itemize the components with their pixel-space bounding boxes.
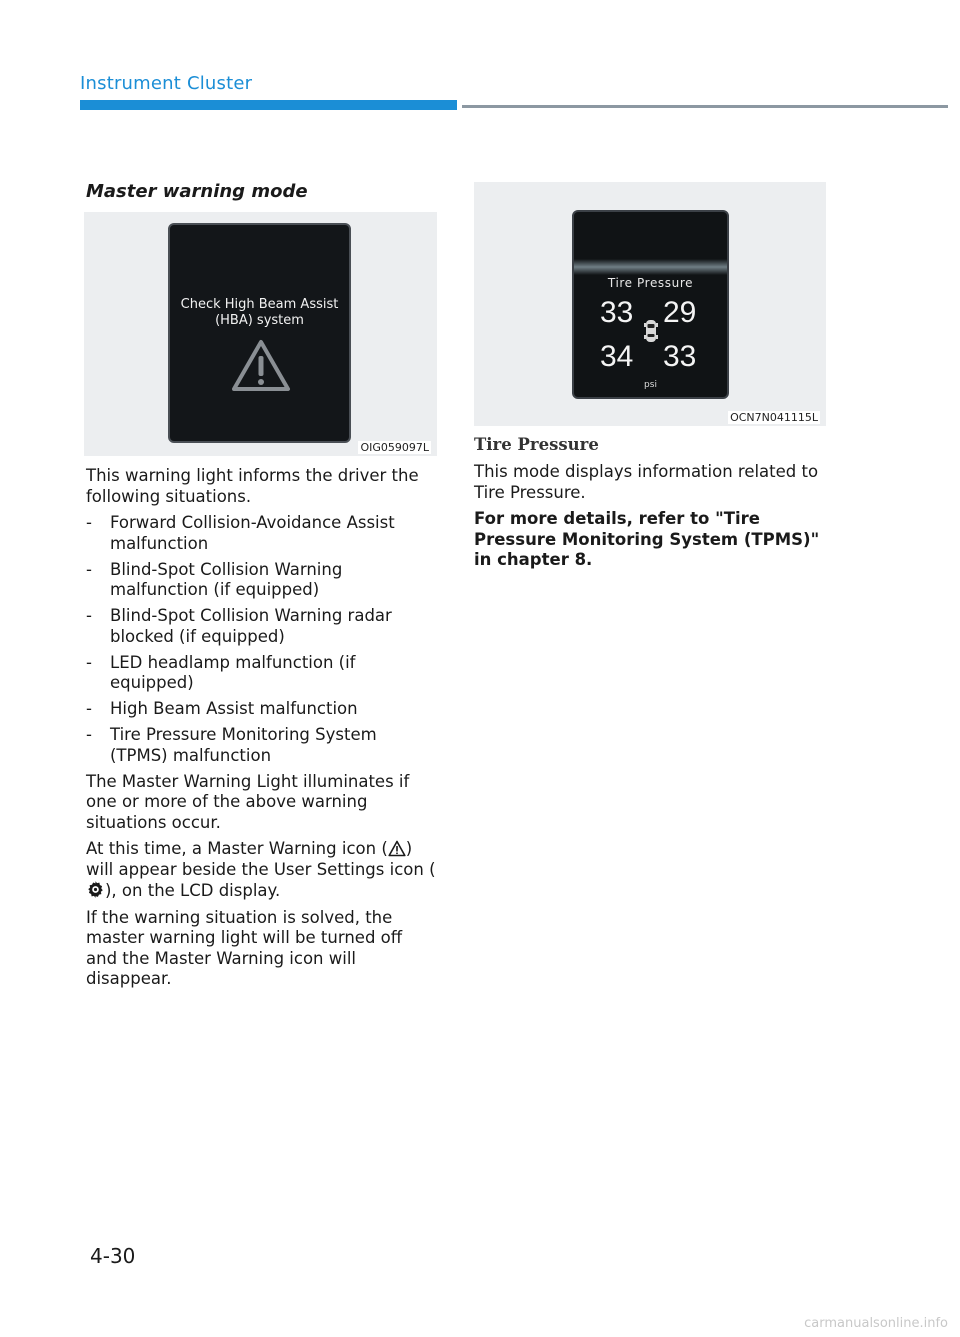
tire-front-left: 33	[600, 296, 634, 329]
tire-front-right: 29	[663, 296, 697, 329]
cluster-screen-tpms	[572, 210, 729, 399]
icon-paragraph-b: ) will appear beside the User Settings icon (	[86, 839, 436, 879]
tpms-title: Tire Pressure	[607, 276, 694, 290]
list-dash: -	[86, 606, 92, 625]
section-title: Master warning mode	[86, 181, 308, 202]
header-title: Instrument Cluster	[80, 73, 253, 94]
solved-paragraph: If the warning situation is solved, the master warning light will be turned off and the Master Warning icon will disappear.	[86, 907, 403, 988]
warning-message	[170, 297, 349, 329]
tire-rear-left: 34	[600, 340, 634, 373]
warning-message-line1: Check High Beam Assist	[180, 297, 339, 312]
tire-rear-right: 33	[663, 340, 697, 373]
warning-message-line2: (HBA) system	[215, 313, 304, 328]
list-item	[86, 699, 436, 720]
list-dash: -	[86, 725, 92, 744]
list-item-text: Blind-Spot Collision Warning radar blocked (if equipped)	[110, 606, 392, 646]
list-dash: -	[86, 559, 92, 579]
list-item	[86, 560, 436, 601]
watermark: carmanualsonline.info	[804, 1316, 948, 1331]
tpms-description: This mode displays information related to Tire Pressure.	[474, 462, 819, 502]
icon-paragraph-c: ), on the LCD display.	[105, 881, 281, 900]
left-text-column	[86, 466, 436, 996]
list-dash: -	[86, 699, 92, 718]
cluster-screen	[168, 223, 351, 443]
warning-triangle-icon	[230, 338, 292, 393]
situation-list	[86, 513, 436, 766]
figure-code: OIG059097L	[360, 441, 429, 454]
figure-code-tpms: OCN7N041115L	[730, 411, 818, 424]
list-item-text: Tire Pressure Monitoring System (TPMS) malfunction	[110, 725, 377, 765]
list-item-text: Forward Collision-Avoidance Assist malfunction	[110, 513, 395, 553]
list-item	[86, 513, 436, 554]
tpms-reference: For more details, refer to "Tire Pressure Monitoring System (TPMS)" in chapter 8.	[474, 509, 820, 569]
illuminate-paragraph: The Master Warning Light illuminates if one or more of the above warning situations occur.	[86, 771, 410, 832]
list-item	[86, 725, 436, 766]
list-dash: -	[86, 513, 92, 532]
header-accent-bar	[80, 100, 457, 110]
header-rule	[462, 105, 948, 108]
car-top-view-icon	[644, 319, 658, 343]
tire-pressure-heading: Tire Pressure	[474, 435, 599, 454]
list-item	[86, 606, 436, 647]
screen-glow	[574, 259, 727, 275]
user-settings-icon	[86, 880, 105, 899]
list-dash: -	[86, 652, 92, 672]
right-text-column	[474, 462, 830, 577]
list-item	[86, 653, 436, 694]
icon-paragraph	[86, 839, 436, 902]
list-item-text: Blind-Spot Collision Warning malfunction (if equipped)	[110, 559, 343, 599]
icon-paragraph-a: At this time, a Master Warning icon (	[86, 839, 388, 858]
master-warning-icon	[388, 840, 406, 857]
pressure-unit: psi	[644, 380, 657, 390]
tire-pressure-figure	[474, 182, 826, 426]
list-item-text: High Beam Assist malfunction	[110, 699, 358, 718]
page-number: 4-30	[90, 1244, 136, 1268]
list-item-text: LED headlamp malfunction (if equipped)	[110, 652, 356, 692]
intro-paragraph: This warning light informs the driver the following situations.	[86, 466, 419, 506]
master-warning-figure	[84, 212, 437, 456]
